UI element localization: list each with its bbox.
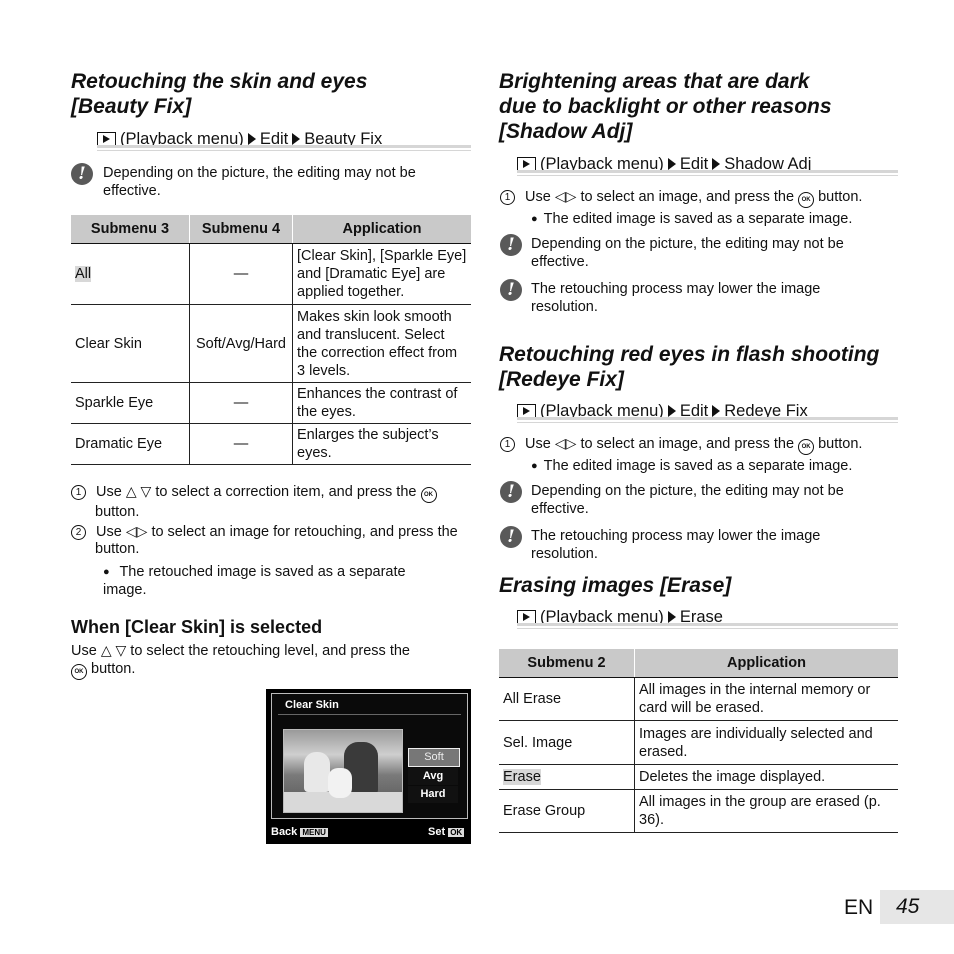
divider: [97, 145, 471, 151]
shadow-adj-note-2: ! The retouching process may lower the image resolution.: [500, 280, 880, 316]
sample-photo: [283, 729, 403, 813]
language-label: EN: [844, 896, 874, 919]
cell: Enhances the contrast of the eyes.: [293, 383, 472, 424]
playback-icon: [517, 157, 536, 171]
table-header: Submenu 2: [499, 649, 635, 678]
shadow-adj-note-1: ! Depending on the picture, the editing may not be effective.: [500, 235, 880, 271]
cell: —: [190, 383, 293, 424]
beauty-fix-table: [71, 215, 471, 465]
table-row: [499, 765, 898, 790]
beauty-fix-step-2-cont: button.: [95, 541, 140, 557]
left-right-arrows-icon: ◁▷: [554, 188, 577, 204]
cell: Clear Skin: [71, 305, 190, 383]
table-row: [71, 383, 471, 424]
beauty-fix-heading: Retouching the skin and eyes [Beauty Fix]: [71, 70, 368, 118]
cell: All images in the group are erased (p. 36).: [635, 790, 899, 833]
table-header: Submenu 4: [190, 215, 293, 244]
option-hard[interactable]: Hard: [408, 786, 458, 803]
cell: All: [75, 266, 92, 282]
table-row: [499, 678, 898, 721]
table-row: [71, 244, 471, 305]
step-number: 1: [71, 485, 86, 500]
step-number: 2: [71, 525, 86, 540]
erase-heading: Erasing images [Erase]: [499, 574, 732, 597]
table-row: [71, 305, 471, 383]
cell: Erase: [503, 769, 541, 785]
clear-skin-subheading: When [Clear Skin] is selected: [71, 617, 323, 637]
beauty-fix-step-2: 2 Use ◁▷ to select an image for retouching, and press the: [71, 522, 471, 541]
caution-icon: !: [71, 163, 93, 185]
table-header: Application: [293, 215, 472, 244]
cell: Enlarges the subject’s eyes.: [293, 424, 472, 465]
shadow-adj-menu-path: (Playback menu) Edit Shadow Adj: [517, 154, 811, 174]
table-row: [499, 721, 898, 765]
shadow-adj-heading: Brightening areas that are dark due to backlight or other reasons [Shadow Adj]: [499, 70, 832, 143]
cell: [Clear Skin], [Sparkle Eye] and [Dramatic Eye] are applied together.: [293, 244, 472, 305]
shadow-adj-step-1: 1 Use ◁▷ to select an image, and press the OK button.: [500, 187, 900, 208]
playback-icon: [517, 404, 536, 418]
cell: Images are individually selected and erased.: [635, 721, 899, 765]
clear-skin-instruction: Use △ ▽ to select the retouching level, and press the OK button.: [71, 641, 471, 680]
redeye-fix-heading: Retouching red eyes in flash shooting [Redeye Fix]: [499, 343, 880, 391]
beauty-fix-step-1: 1 Use △ ▽ to select a correction item, and press the OK button.: [71, 482, 471, 521]
cell: All Erase: [499, 678, 635, 721]
beauty-fix-menu-path: (Playback menu) Edit Beauty Fix: [97, 129, 382, 149]
redeye-fix-note-2: ! The retouching process may lower the image resolution.: [500, 527, 880, 563]
option-avg[interactable]: Avg: [408, 768, 458, 785]
up-down-arrows-icon: △ ▽: [125, 483, 152, 499]
caution-icon: !: [500, 526, 522, 548]
ok-button-icon: OK: [798, 439, 814, 455]
page-number-box: [880, 890, 954, 924]
screen-divider: [278, 714, 461, 715]
camera-screen: [266, 689, 471, 844]
cell: —: [190, 424, 293, 465]
cell: —: [190, 244, 293, 305]
cell: Deletes the image displayed.: [635, 765, 899, 790]
step-number: 1: [500, 190, 515, 205]
cell: Makes skin look smooth and translucent. Select the correction effect from 3 levels.: [293, 305, 472, 383]
beauty-fix-note: ! Depending on the picture, the editing may not be effective.: [71, 164, 461, 200]
screen-frame: [271, 693, 468, 819]
playback-icon: [97, 132, 116, 146]
beauty-fix-bullet: ● The retouched image is saved as a separate image.: [103, 563, 443, 599]
erase-table: [499, 649, 898, 833]
redeye-fix-bullet: ● The edited image is saved as a separate image.: [531, 457, 852, 475]
left-right-arrows-icon: ◁▷: [125, 523, 148, 539]
arrow-right-icon: [668, 405, 676, 417]
divider: [517, 417, 898, 423]
arrow-right-icon: [248, 133, 256, 145]
ok-button-icon: OK: [421, 487, 437, 503]
playback-icon: [517, 610, 536, 624]
redeye-fix-menu-path: (Playback menu) Edit Redeye Fix: [517, 401, 808, 421]
cell: Soft/Avg/Hard: [190, 305, 293, 383]
caution-icon: !: [500, 234, 522, 256]
left-right-arrows-icon: ◁▷: [554, 435, 577, 451]
arrow-right-icon: [668, 611, 676, 623]
table-header: Submenu 3: [71, 215, 190, 244]
screen-title: Clear Skin: [285, 699, 339, 711]
arrow-right-icon: [712, 158, 720, 170]
divider: [517, 623, 898, 629]
ok-button-icon: OK: [798, 192, 814, 208]
table-row: [71, 424, 471, 465]
set-label[interactable]: Set OK: [428, 826, 463, 838]
cell: Sparkle Eye: [71, 383, 190, 424]
divider: [517, 170, 898, 176]
table-header: Application: [635, 649, 899, 678]
redeye-fix-note-1: ! Depending on the picture, the editing may not be effective.: [500, 482, 880, 518]
step-number: 1: [500, 437, 515, 452]
arrow-right-icon: [292, 133, 300, 145]
caution-icon: !: [500, 279, 522, 301]
menu-button-icon: MENU: [302, 828, 326, 837]
shadow-adj-bullet: ● The edited image is saved as a separate image.: [531, 210, 852, 228]
arrow-right-icon: [668, 158, 676, 170]
caution-icon: !: [500, 481, 522, 503]
redeye-fix-step-1: 1 Use ◁▷ to select an image, and press the OK button.: [500, 434, 900, 455]
table-row: [499, 790, 898, 833]
erase-menu-path: (Playback menu) Erase: [517, 607, 723, 627]
cell: Sel. Image: [499, 721, 635, 765]
ok-button-icon: OK: [71, 664, 87, 680]
cell: Dramatic Eye: [71, 424, 190, 465]
ok-key-icon: OK: [450, 828, 463, 837]
up-down-arrows-icon: △ ▽: [100, 642, 127, 658]
cell: All images in the internal memory or card will be erased.: [635, 678, 899, 721]
arrow-right-icon: [712, 405, 720, 417]
page-number: 45: [896, 895, 920, 918]
cell: Erase Group: [499, 790, 635, 833]
option-soft[interactable]: Soft: [408, 748, 460, 767]
back-label[interactable]: Back MENU: [271, 826, 326, 838]
